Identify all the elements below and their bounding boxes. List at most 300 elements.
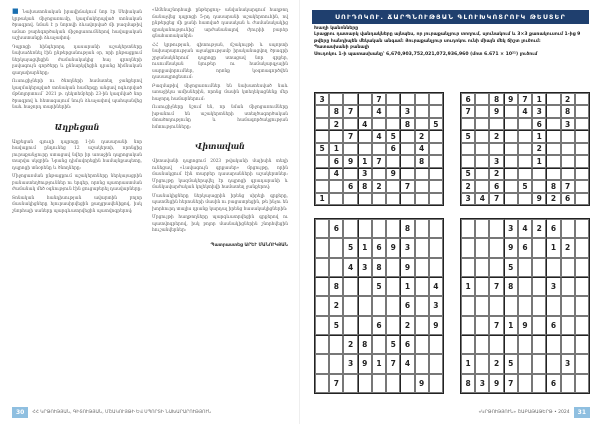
sudoku-cell[interactable] xyxy=(518,258,532,277)
sudoku-cell[interactable] xyxy=(575,143,589,155)
sudoku-cell[interactable] xyxy=(329,354,343,373)
sudoku-cell[interactable]: 7 xyxy=(489,193,503,205)
sudoku-cell[interactable] xyxy=(315,118,329,130)
sudoku-cell[interactable]: 2 xyxy=(546,193,560,205)
sudoku-cell[interactable] xyxy=(461,155,475,167)
sudoku-cell[interactable] xyxy=(329,180,343,192)
sudoku-cell[interactable] xyxy=(315,335,329,354)
sudoku-cell[interactable] xyxy=(329,238,343,257)
sudoku-cell[interactable] xyxy=(461,219,475,238)
sudoku-cell[interactable] xyxy=(461,238,475,257)
sudoku-cell[interactable] xyxy=(489,219,503,238)
sudoku-cell[interactable] xyxy=(575,374,589,393)
sudoku-cell[interactable] xyxy=(386,105,400,117)
sudoku-cell[interactable] xyxy=(372,374,386,393)
sudoku-cell[interactable] xyxy=(561,296,575,315)
sudoku-cell[interactable] xyxy=(546,335,560,354)
sudoku-cell[interactable]: 8 xyxy=(400,118,414,130)
sudoku-cell[interactable]: 1 xyxy=(532,130,546,142)
sudoku-cell[interactable] xyxy=(372,118,386,130)
sudoku-cell[interactable] xyxy=(532,316,546,335)
sudoku-cell[interactable] xyxy=(475,93,489,105)
sudoku-cell[interactable] xyxy=(518,335,532,354)
sudoku-cell[interactable] xyxy=(386,193,400,205)
sudoku-cell[interactable] xyxy=(532,180,546,192)
sudoku-cell[interactable] xyxy=(315,155,329,167)
sudoku-cell[interactable] xyxy=(315,296,329,315)
sudoku-cell[interactable]: 4 xyxy=(372,105,386,117)
sudoku-cell[interactable] xyxy=(575,277,589,296)
sudoku-cell[interactable] xyxy=(400,155,414,167)
sudoku-cell[interactable] xyxy=(358,193,372,205)
sudoku-cell[interactable] xyxy=(518,168,532,180)
sudoku-cell[interactable] xyxy=(429,354,443,373)
sudoku-cell[interactable] xyxy=(358,219,372,238)
sudoku-cell[interactable] xyxy=(329,130,343,142)
sudoku-cell[interactable]: 5 xyxy=(372,277,386,296)
sudoku-cell[interactable] xyxy=(429,155,443,167)
sudoku-cell[interactable] xyxy=(489,335,503,354)
sudoku-cell[interactable]: 9 xyxy=(532,193,546,205)
sudoku-cell[interactable] xyxy=(561,335,575,354)
sudoku-cell[interactable] xyxy=(400,193,414,205)
sudoku-cell[interactable]: 3 xyxy=(461,193,475,205)
sudoku-cell[interactable] xyxy=(475,238,489,257)
sudoku-cell[interactable]: 5 xyxy=(518,180,532,192)
sudoku-cell[interactable]: 8 xyxy=(504,277,518,296)
sudoku-cell[interactable]: 3 xyxy=(561,118,575,130)
sudoku-cell[interactable]: 9 xyxy=(343,155,357,167)
sudoku-cell[interactable]: 2 xyxy=(400,316,414,335)
sudoku-cell[interactable]: 4 xyxy=(518,219,532,238)
sudoku-cell[interactable]: 6 xyxy=(329,155,343,167)
sudoku-cell[interactable]: 1 xyxy=(372,354,386,373)
sudoku-cell[interactable] xyxy=(415,93,429,105)
sudoku-cell[interactable] xyxy=(343,193,357,205)
sudoku-cell[interactable]: 7 xyxy=(329,374,343,393)
sudoku-cell[interactable]: 6 xyxy=(532,118,546,130)
sudoku-cell[interactable] xyxy=(315,130,329,142)
sudoku-cell[interactable] xyxy=(475,258,489,277)
sudoku-cell[interactable] xyxy=(504,296,518,315)
sudoku-cell[interactable]: 2 xyxy=(561,238,575,257)
sudoku-cell[interactable]: 8 xyxy=(358,335,372,354)
sudoku-cell[interactable] xyxy=(415,296,429,315)
sudoku-cell[interactable] xyxy=(358,316,372,335)
sudoku-cell[interactable]: 8 xyxy=(561,105,575,117)
sudoku-cell[interactable] xyxy=(504,143,518,155)
sudoku-cell[interactable] xyxy=(358,143,372,155)
sudoku-cell[interactable]: 3 xyxy=(489,155,503,167)
sudoku-cell[interactable] xyxy=(343,374,357,393)
sudoku-cell[interactable]: 6 xyxy=(546,374,560,393)
sudoku-cell[interactable]: 8 xyxy=(415,155,429,167)
sudoku-cell[interactable] xyxy=(429,180,443,192)
sudoku-cell[interactable] xyxy=(343,118,357,130)
sudoku-cell[interactable] xyxy=(343,296,357,315)
sudoku-cell[interactable] xyxy=(461,296,475,315)
sudoku-cell[interactable]: 9 xyxy=(518,316,532,335)
sudoku-cell[interactable] xyxy=(561,168,575,180)
sudoku-cell[interactable] xyxy=(386,180,400,192)
sudoku-cell[interactable]: 8 xyxy=(489,93,503,105)
sudoku-cell[interactable] xyxy=(475,168,489,180)
sudoku-cell[interactable] xyxy=(575,316,589,335)
sudoku-cell[interactable] xyxy=(489,143,503,155)
sudoku-cell[interactable] xyxy=(315,180,329,192)
sudoku-cell[interactable]: 7 xyxy=(489,316,503,335)
sudoku-cell[interactable]: 1 xyxy=(461,277,475,296)
sudoku-cell[interactable] xyxy=(358,374,372,393)
sudoku-cell[interactable]: 5 xyxy=(329,316,343,335)
sudoku-cell[interactable]: 3 xyxy=(400,238,414,257)
sudoku-cell[interactable]: 4 xyxy=(400,354,414,373)
sudoku-cell[interactable] xyxy=(518,354,532,373)
sudoku-cell[interactable] xyxy=(343,219,357,238)
sudoku-cell[interactable] xyxy=(429,193,443,205)
sudoku-cell[interactable]: 2 xyxy=(532,219,546,238)
sudoku-cell[interactable] xyxy=(400,143,414,155)
sudoku-cell[interactable]: 7 xyxy=(386,354,400,373)
sudoku-cell[interactable]: 7 xyxy=(343,105,357,117)
sudoku-cell[interactable]: 6 xyxy=(400,335,414,354)
sudoku-cell[interactable]: 6 xyxy=(546,219,560,238)
sudoku-cell[interactable] xyxy=(489,296,503,315)
sudoku-cell[interactable]: 6 xyxy=(386,143,400,155)
sudoku-cell[interactable]: 5 xyxy=(315,143,329,155)
sudoku-cell[interactable]: 9 xyxy=(504,238,518,257)
sudoku-cell[interactable]: 1 xyxy=(546,238,560,257)
sudoku-cell[interactable]: 2 xyxy=(561,93,575,105)
sudoku-cell[interactable]: 8 xyxy=(329,105,343,117)
sudoku-cell[interactable] xyxy=(386,93,400,105)
sudoku-cell[interactable]: 4 xyxy=(358,118,372,130)
sudoku-cell[interactable]: 5 xyxy=(343,238,357,257)
sudoku-cell[interactable] xyxy=(461,335,475,354)
sudoku-cell[interactable] xyxy=(518,296,532,315)
sudoku-cell[interactable]: 7 xyxy=(372,93,386,105)
sudoku-cell[interactable] xyxy=(546,143,560,155)
sudoku-cell[interactable]: 6 xyxy=(489,180,503,192)
sudoku-cell[interactable] xyxy=(532,335,546,354)
sudoku-cell[interactable]: 4 xyxy=(518,105,532,117)
sudoku-cell[interactable] xyxy=(461,118,475,130)
sudoku-cell[interactable]: 3 xyxy=(400,105,414,117)
sudoku-cell[interactable]: 8 xyxy=(358,180,372,192)
sudoku-cell[interactable]: 9 xyxy=(415,374,429,393)
sudoku-cell[interactable] xyxy=(429,168,443,180)
sudoku-cell[interactable] xyxy=(461,316,475,335)
sudoku-cell[interactable] xyxy=(429,105,443,117)
sudoku-cell[interactable] xyxy=(415,105,429,117)
sudoku-cell[interactable] xyxy=(561,316,575,335)
sudoku-cell[interactable] xyxy=(386,219,400,238)
sudoku-cell[interactable]: 5 xyxy=(461,130,475,142)
sudoku-cell[interactable] xyxy=(546,93,560,105)
sudoku-cell[interactable] xyxy=(386,296,400,315)
sudoku-cell[interactable] xyxy=(475,277,489,296)
sudoku-cell[interactable]: 1 xyxy=(358,155,372,167)
sudoku-cell[interactable]: 2 xyxy=(489,130,503,142)
sudoku-cell[interactable]: 4 xyxy=(415,143,429,155)
sudoku-cell[interactable]: 8 xyxy=(461,374,475,393)
sudoku-cell[interactable] xyxy=(475,316,489,335)
sudoku-cell[interactable] xyxy=(504,130,518,142)
sudoku-cell[interactable]: 3 xyxy=(315,93,329,105)
sudoku-cell[interactable] xyxy=(504,180,518,192)
sudoku-cell[interactable]: 6 xyxy=(343,180,357,192)
sudoku-cell[interactable] xyxy=(372,193,386,205)
sudoku-cell[interactable]: 1 xyxy=(532,155,546,167)
sudoku-cell[interactable] xyxy=(415,258,429,277)
sudoku-cell[interactable] xyxy=(415,354,429,373)
sudoku-cell[interactable] xyxy=(315,277,329,296)
sudoku-cell[interactable] xyxy=(532,354,546,373)
sudoku-cell[interactable] xyxy=(429,335,443,354)
sudoku-cell[interactable]: 2 xyxy=(415,130,429,142)
sudoku-cell[interactable] xyxy=(504,335,518,354)
sudoku-cell[interactable] xyxy=(429,219,443,238)
sudoku-cell[interactable] xyxy=(561,143,575,155)
sudoku-cell[interactable] xyxy=(415,168,429,180)
sudoku-cell[interactable]: 7 xyxy=(461,105,475,117)
sudoku-cell[interactable] xyxy=(343,93,357,105)
sudoku-cell[interactable] xyxy=(386,155,400,167)
sudoku-cell[interactable]: 2 xyxy=(489,354,503,373)
sudoku-cell[interactable] xyxy=(429,374,443,393)
sudoku-cell[interactable]: 9 xyxy=(386,238,400,257)
sudoku-cell[interactable] xyxy=(475,143,489,155)
sudoku-cell[interactable] xyxy=(400,93,414,105)
sudoku-cell[interactable] xyxy=(518,277,532,296)
sudoku-cell[interactable] xyxy=(343,316,357,335)
sudoku-cell[interactable] xyxy=(415,316,429,335)
sudoku-cell[interactable]: 6 xyxy=(461,93,475,105)
sudoku-cell[interactable]: 3 xyxy=(504,219,518,238)
sudoku-cell[interactable] xyxy=(504,193,518,205)
sudoku-cell[interactable]: 5 xyxy=(504,354,518,373)
sudoku-cell[interactable]: 1 xyxy=(400,277,414,296)
sudoku-cell[interactable] xyxy=(575,155,589,167)
sudoku-cell[interactable]: 8 xyxy=(546,180,560,192)
sudoku-cell[interactable] xyxy=(475,296,489,315)
sudoku-cell[interactable]: 2 xyxy=(343,335,357,354)
sudoku-cell[interactable]: 3 xyxy=(358,258,372,277)
sudoku-cell[interactable] xyxy=(575,193,589,205)
sudoku-cell[interactable]: 7 xyxy=(561,180,575,192)
sudoku-cell[interactable] xyxy=(546,130,560,142)
sudoku-cell[interactable] xyxy=(532,277,546,296)
sudoku-cell[interactable] xyxy=(532,258,546,277)
sudoku-cell[interactable]: 6 xyxy=(400,296,414,315)
sudoku-cell[interactable]: 9 xyxy=(489,374,503,393)
sudoku-cell[interactable] xyxy=(315,316,329,335)
sudoku-cell[interactable] xyxy=(518,374,532,393)
sudoku-cell[interactable]: 3 xyxy=(343,354,357,373)
sudoku-cell[interactable] xyxy=(415,335,429,354)
sudoku-cell[interactable] xyxy=(561,130,575,142)
sudoku-cell[interactable]: 7 xyxy=(343,130,357,142)
sudoku-cell[interactable] xyxy=(575,258,589,277)
sudoku-cell[interactable]: 5 xyxy=(386,335,400,354)
sudoku-cell[interactable]: 8 xyxy=(329,277,343,296)
sudoku-cell[interactable] xyxy=(343,168,357,180)
sudoku-cell[interactable] xyxy=(575,238,589,257)
sudoku-cell[interactable] xyxy=(400,130,414,142)
sudoku-cell[interactable] xyxy=(429,143,443,155)
sudoku-cell[interactable]: 6 xyxy=(372,238,386,257)
sudoku-cell[interactable] xyxy=(315,168,329,180)
sudoku-cell[interactable] xyxy=(518,193,532,205)
sudoku-cell[interactable] xyxy=(429,93,443,105)
sudoku-cell[interactable] xyxy=(400,374,414,393)
sudoku-cell[interactable]: 7 xyxy=(518,93,532,105)
sudoku-cell[interactable] xyxy=(315,219,329,238)
sudoku-cell[interactable]: 2 xyxy=(372,180,386,192)
sudoku-cell[interactable] xyxy=(429,238,443,257)
sudoku-cell[interactable] xyxy=(372,296,386,315)
sudoku-cell[interactable] xyxy=(315,354,329,373)
sudoku-cell[interactable] xyxy=(315,258,329,277)
sudoku-cell[interactable]: 1 xyxy=(329,143,343,155)
sudoku-cell[interactable] xyxy=(489,258,503,277)
sudoku-cell[interactable]: 7 xyxy=(489,277,503,296)
sudoku-cell[interactable] xyxy=(575,105,589,117)
sudoku-cell[interactable] xyxy=(575,219,589,238)
sudoku-cell[interactable]: 9 xyxy=(386,168,400,180)
sudoku-cell[interactable] xyxy=(489,118,503,130)
sudoku-cell[interactable] xyxy=(329,335,343,354)
sudoku-cell[interactable] xyxy=(575,335,589,354)
sudoku-cell[interactable]: 6 xyxy=(546,316,560,335)
sudoku-cell[interactable] xyxy=(504,118,518,130)
sudoku-cell[interactable] xyxy=(386,118,400,130)
sudoku-cell[interactable]: 3 xyxy=(546,277,560,296)
sudoku-cell[interactable] xyxy=(475,118,489,130)
sudoku-cell[interactable] xyxy=(504,168,518,180)
sudoku-cell[interactable] xyxy=(429,130,443,142)
sudoku-cell[interactable] xyxy=(532,374,546,393)
sudoku-cell[interactable] xyxy=(504,105,518,117)
sudoku-cell[interactable] xyxy=(561,277,575,296)
sudoku-cell[interactable] xyxy=(386,374,400,393)
sudoku-cell[interactable]: 6 xyxy=(561,193,575,205)
sudoku-cell[interactable]: 3 xyxy=(429,296,443,315)
sudoku-cell[interactable] xyxy=(575,93,589,105)
sudoku-cell[interactable] xyxy=(415,193,429,205)
sudoku-cell[interactable] xyxy=(343,277,357,296)
sudoku-cell[interactable] xyxy=(575,118,589,130)
sudoku-cell[interactable] xyxy=(546,105,560,117)
sudoku-cell[interactable]: 9 xyxy=(358,354,372,373)
sudoku-cell[interactable] xyxy=(532,168,546,180)
sudoku-cell[interactable]: 4 xyxy=(429,277,443,296)
sudoku-cell[interactable] xyxy=(518,118,532,130)
sudoku-cell[interactable] xyxy=(372,168,386,180)
sudoku-cell[interactable] xyxy=(329,93,343,105)
sudoku-cell[interactable] xyxy=(475,219,489,238)
sudoku-cell[interactable]: 8 xyxy=(372,258,386,277)
sudoku-cell[interactable] xyxy=(475,105,489,117)
sudoku-cell[interactable]: 5 xyxy=(429,118,443,130)
sudoku-cell[interactable]: 2 xyxy=(489,168,503,180)
sudoku-cell[interactable]: 7 xyxy=(400,180,414,192)
sudoku-cell[interactable]: 7 xyxy=(504,374,518,393)
sudoku-cell[interactable] xyxy=(532,296,546,315)
sudoku-cell[interactable]: 3 xyxy=(475,374,489,393)
sudoku-cell[interactable]: 8 xyxy=(400,219,414,238)
sudoku-cell[interactable] xyxy=(372,143,386,155)
sudoku-cell[interactable] xyxy=(429,258,443,277)
sudoku-cell[interactable]: 5 xyxy=(461,168,475,180)
sudoku-cell[interactable] xyxy=(546,296,560,315)
sudoku-cell[interactable] xyxy=(475,354,489,373)
sudoku-cell[interactable] xyxy=(343,143,357,155)
sudoku-cell[interactable]: 3 xyxy=(358,168,372,180)
sudoku-cell[interactable] xyxy=(358,296,372,315)
sudoku-cell[interactable] xyxy=(532,238,546,257)
sudoku-cell[interactable] xyxy=(475,130,489,142)
sudoku-cell[interactable] xyxy=(415,118,429,130)
sudoku-cell[interactable] xyxy=(461,143,475,155)
sudoku-cell[interactable] xyxy=(372,219,386,238)
sudoku-cell[interactable] xyxy=(575,296,589,315)
sudoku-cell[interactable] xyxy=(415,219,429,238)
sudoku-cell[interactable]: 6 xyxy=(372,316,386,335)
sudoku-cell[interactable] xyxy=(358,277,372,296)
sudoku-cell[interactable] xyxy=(546,118,560,130)
sudoku-cell[interactable]: 1 xyxy=(461,354,475,373)
sudoku-cell[interactable]: 9 xyxy=(400,258,414,277)
sudoku-cell[interactable] xyxy=(518,143,532,155)
sudoku-cell[interactable]: 5 xyxy=(386,130,400,142)
sudoku-cell[interactable] xyxy=(415,180,429,192)
sudoku-cell[interactable]: 7 xyxy=(372,155,386,167)
sudoku-cell[interactable] xyxy=(400,168,414,180)
sudoku-cell[interactable] xyxy=(358,93,372,105)
sudoku-cell[interactable] xyxy=(518,130,532,142)
sudoku-cell[interactable] xyxy=(329,193,343,205)
sudoku-cell[interactable] xyxy=(415,238,429,257)
sudoku-cell[interactable]: 2 xyxy=(461,180,475,192)
sudoku-cell[interactable] xyxy=(372,335,386,354)
sudoku-cell[interactable]: 1 xyxy=(532,93,546,105)
sudoku-cell[interactable]: 4 xyxy=(372,130,386,142)
sudoku-cell[interactable] xyxy=(504,155,518,167)
sudoku-cell[interactable] xyxy=(475,155,489,167)
sudoku-cell[interactable] xyxy=(475,180,489,192)
sudoku-cell[interactable] xyxy=(546,354,560,373)
sudoku-cell[interactable] xyxy=(358,130,372,142)
sudoku-cell[interactable] xyxy=(546,258,560,277)
sudoku-cell[interactable]: 2 xyxy=(532,143,546,155)
sudoku-cell[interactable] xyxy=(489,238,503,257)
sudoku-cell[interactable] xyxy=(561,258,575,277)
sudoku-cell[interactable] xyxy=(546,168,560,180)
sudoku-cell[interactable]: 2 xyxy=(329,118,343,130)
sudoku-cell[interactable]: 5 xyxy=(504,258,518,277)
sudoku-cell[interactable] xyxy=(386,258,400,277)
sudoku-cell[interactable] xyxy=(575,354,589,373)
sudoku-cell[interactable]: 6 xyxy=(518,238,532,257)
sudoku-cell[interactable]: 9 xyxy=(504,93,518,105)
sudoku-cell[interactable] xyxy=(386,277,400,296)
sudoku-cell[interactable]: 4 xyxy=(343,258,357,277)
sudoku-cell[interactable] xyxy=(315,238,329,257)
sudoku-cell[interactable] xyxy=(575,168,589,180)
sudoku-cell[interactable] xyxy=(386,316,400,335)
sudoku-cell[interactable]: 4 xyxy=(329,168,343,180)
